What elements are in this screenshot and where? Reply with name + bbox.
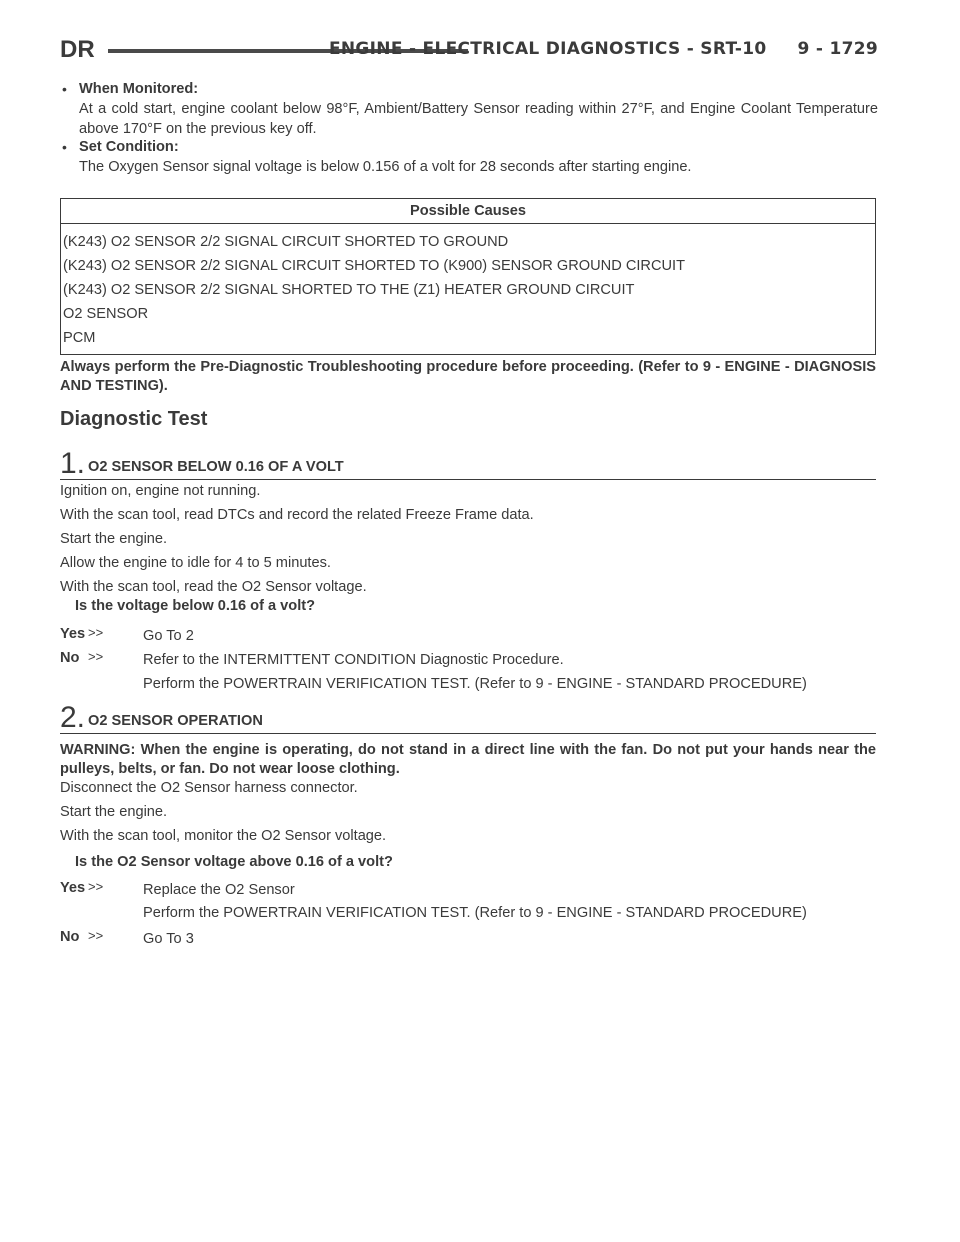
instruction-line: Allow the engine to idle for 4 to 5 minutes.: [60, 555, 331, 571]
instruction-line: With the scan tool, read DTCs and record the related Freeze Frame data.: [60, 507, 534, 523]
step-1-instructions: [60, 481, 876, 601]
step-title: O2 SENSOR BELOW 0.16 OF A VOLT: [88, 459, 344, 475]
cause-row: (K243) O2 SENSOR 2/2 SIGNAL SHORTED TO THE (Z1) HEATER GROUND CIRCUIT: [63, 282, 635, 298]
answer-yes-label: Yes: [60, 880, 86, 896]
pre-diagnostic-note: Always perform the Pre-Diagnostic Troubleshooting procedure before proceeding. (Refer to 9 - ENGINE - DIAGNOSIS AND TESTING).: [60, 359, 876, 394]
answer-no-text-2: Perform the POWERTRAIN VERIFICATION TEST. (Refer to 9 - ENGINE - STANDARD PROCEDURE): [143, 676, 807, 692]
cause-row: (K243) O2 SENSOR 2/2 SIGNAL CIRCUIT SHORTED TO GROUND: [63, 234, 509, 250]
step-1-question: Is the voltage below 0.16 of a volt?: [75, 598, 316, 614]
step-2-heading: [60, 703, 876, 734]
answer-arrow: >>: [88, 879, 104, 894]
answer-no-label: No: [60, 929, 80, 945]
instruction-line: Disconnect the O2 Sensor harness connector.: [60, 780, 358, 796]
answer-arrow: >>: [88, 928, 104, 943]
step-2-question: Is the O2 Sensor voltage above 0.16 of a volt?: [75, 854, 393, 870]
instruction-line: With the scan tool, monitor the O2 Sensor voltage.: [60, 828, 387, 844]
header-section-title: ENGINE - ELECTRICAL DIAGNOSTICS - SRT-10 9 - 1729: [328, 39, 878, 59]
bullet-label: When Monitored:: [79, 81, 199, 97]
answer-no-label: No: [60, 650, 80, 666]
cause-row: (K243) O2 SENSOR 2/2 SIGNAL CIRCUIT SHORTED TO (K900) SENSOR GROUND CIRCUIT: [63, 258, 685, 274]
instruction-line: Start the engine.: [60, 531, 168, 547]
causes-header: Possible Causes: [61, 199, 876, 224]
answer-yes-text: Replace the O2 Sensor: [143, 882, 295, 898]
bullet-text: The Oxygen Sensor signal voltage is below 0.156 of a volt for 28 seconds after starting engine.: [79, 159, 692, 175]
possible-causes-table: [60, 198, 876, 355]
bullet-glyph: •: [62, 81, 67, 97]
step-2-warning: WARNING: When the engine is operating, do not stand in a direct line with the fan. Do not put your hands near the pulleys, belts, or fan. Do not wear loose clothing.: [60, 742, 876, 777]
answer-no-text: Go To 3: [143, 931, 194, 947]
bullet-set-condition: [62, 137, 878, 177]
instruction-line: With the scan tool, read the O2 Sensor voltage.: [60, 579, 367, 595]
step-number: 1.: [60, 447, 86, 480]
step-number: 2.: [60, 701, 86, 734]
cause-row: O2 SENSOR: [63, 306, 149, 322]
answer-yes-label: Yes: [60, 626, 86, 642]
bullet-when-monitored: [62, 79, 878, 139]
header-model-code: DR: [60, 36, 95, 63]
section-title: Diagnostic Test: [60, 408, 208, 430]
step-2-instructions: [60, 778, 876, 850]
answer-arrow: >>: [88, 625, 104, 640]
answer-arrow: >>: [88, 649, 104, 664]
bullet-text: At a cold start, engine coolant below 98°F, Ambient/Battery Sensor reading within 27°F, and Engine Coolant Temperature above 170°F on the previous key off.: [79, 101, 878, 137]
answer-no-text: Refer to the INTERMITTENT CONDITION Diagnostic Procedure.: [143, 652, 564, 668]
instruction-line: Ignition on, engine not running.: [60, 483, 261, 499]
bullet-glyph: •: [62, 139, 67, 155]
bullet-label: Set Condition:: [79, 139, 179, 155]
step-1-heading: [60, 449, 876, 480]
answer-yes-text-2: Perform the POWERTRAIN VERIFICATION TEST. (Refer to 9 - ENGINE - STANDARD PROCEDURE): [143, 905, 807, 921]
answer-yes-text: Go To 2: [143, 628, 194, 644]
cause-row: PCM: [63, 330, 96, 346]
instruction-line: Start the engine.: [60, 804, 168, 820]
page-header: [60, 36, 878, 66]
step-title: O2 SENSOR OPERATION: [88, 713, 263, 729]
